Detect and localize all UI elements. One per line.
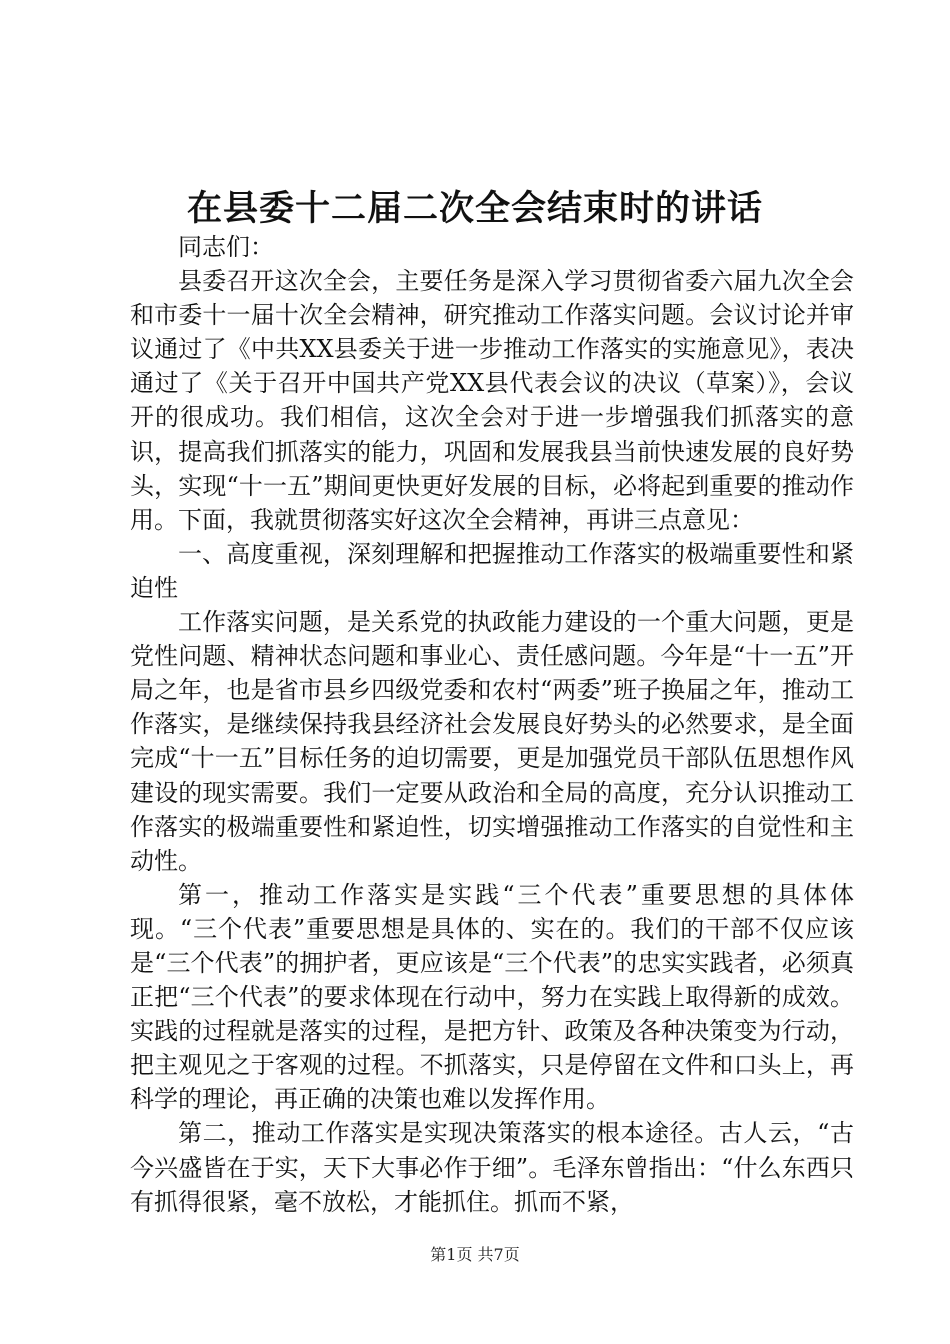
body-paragraph: 工作落实问题，是关系党的执政能力建设的一个重大问题，更是党性问题、精神状态问题和事业心、责任感问题。今年是“十一五”开局之年，也是省市县乡四级党委和农村“两委”班子换届之年，推动工作落实，是继续保持我县经济社会发展良好势头的必然要求，是全面完成“十一五”目标任务的迫切需要，更是加强党员干部队伍思想作风建设的现实需要。我们一定要从政治和全局的高度，充分认识推动工作落实的极端重要性和紧迫性，切实增强推动工作落实的自觉性和主动性。	[130, 608, 854, 875]
page-footer	[0, 1244, 950, 1266]
body-paragraph: 第二，推动工作落实是实现决策落实的根本途径。古人云，“古今兴盛皆在于实，天下大事必作于细”。毛泽东曾指出：“什么东西只有抓得很紧，毫不放松，才能抓住。抓而不紧，	[130, 1119, 854, 1216]
page-number: 第1页 共7页	[430, 1245, 520, 1264]
section-heading: 一、高度重视，深刻理解和把握推动工作落实的极端重要性和紧迫性	[130, 539, 854, 602]
salutation-paragraph: 同志们：	[178, 233, 274, 261]
document-body	[130, 230, 854, 1219]
body-paragraph: 县委召开这次全会，主要任务是深入学习贯彻省委六届九次全会和市委十一届十次全会精神，研究推动工作落实问题。会议讨论并审议通过了《中共XX县委关于进一步推动工作落实的实施意见》，表决通过了《关于召开中国共产党XX县代表会议的决议（草案）》，会议开的很成功。我们相信，这次全会对于进一步增强我们抓落实的意识，提高我们抓落实的能力，巩固和发展我县当前快速发展的良好势头，实现“十一五”期间更快更好发展的目标，必将起到重要的推动作用。下面，我就贯彻落实好这次全会精神，再讲三点意见：	[130, 267, 854, 534]
document-title: 在县委十二届二次全会结束时的讲话	[186, 188, 763, 229]
body-paragraph: 第一，推动工作落实是实践“三个代表”重要思想的具体体现。“三个代表”重要思想是具体的、实在的。我们的干部不仅应该是“三个代表”的拥护者，更应该是“三个代表”的忠实实践者，必须真正把“三个代表”的要求体现在行动中，努力在实践上取得新的成效。实践的过程就是落实的过程，是把方针、政策及各种决策变为行动，把主观见之于客观的过程。不抓落实，只是停留在文件和口头上，再科学的理论，再正确的决策也难以发挥作用。	[130, 880, 854, 1114]
